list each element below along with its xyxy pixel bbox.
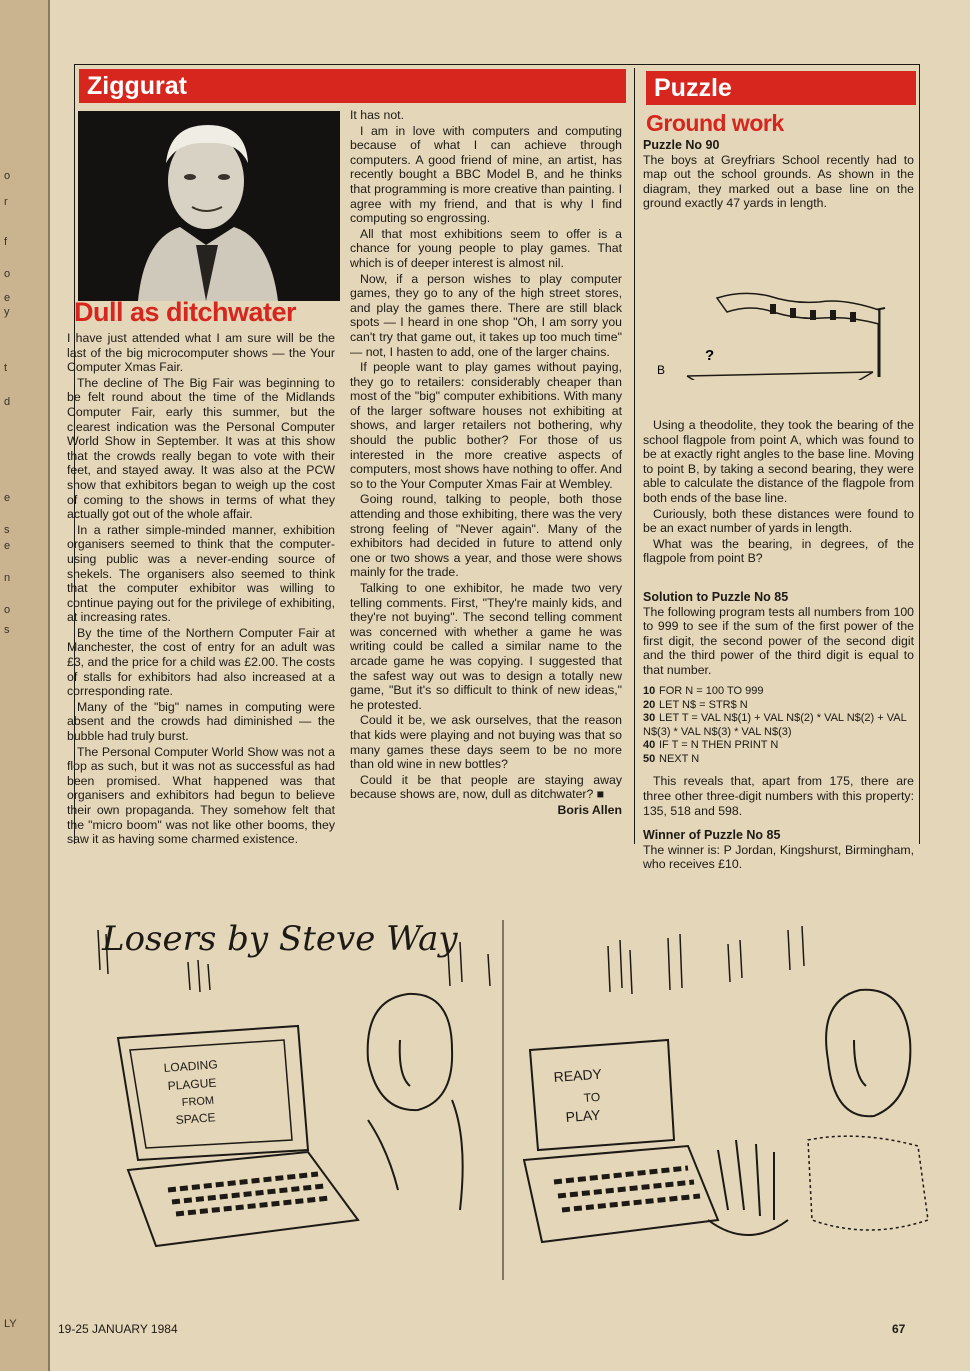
- gutter-fragment: d: [4, 396, 11, 408]
- program-line: 40 IF T = N THEN PRINT N: [643, 739, 779, 752]
- article-paragraph: Many of the "big" names in computing were absent and the crowds had diminished — the bubble had truly burst.: [67, 699, 335, 744]
- article-paragraph: Could it be, we ask ourselves, that the reason that kids were playing and not buying was that so many games these days seem to be no more than old wine in new bottles?: [350, 713, 622, 772]
- column-divider: [634, 68, 635, 844]
- article-paragraph: Talking to one exhibitor, he made two very telling comments. First, "They're mainly kids, and they're not buying". The second telling comment was concerned with whether a game he was writing could be called a similar name to the arcade game he was copying. I suggested that the safest way out was to design a totally new game, "But it's so difficult to think of new ideas," he protested.: [350, 581, 622, 712]
- gutter-fragment: y: [4, 306, 10, 318]
- article-paragraph: Could it be that people are staying away because shows are, now, dull as ditchwater? ■: [350, 772, 622, 802]
- puzzle-paragraph: Using a theodolite, they took the bearing of the school flagpole from point A, which was found to be at exactly right angles to the base line. Moving to point B, by taking a second bearing, they were able to calculate the distance of the flagpole from both ends of the base line.: [643, 417, 914, 505]
- puzzle-number: Puzzle No 90: [643, 138, 720, 152]
- gutter-fragment: o: [4, 604, 11, 616]
- gutter-fragment: e: [4, 492, 11, 504]
- cartoon-strip: [68, 890, 938, 1280]
- article-paragraph: I have just attended what I am sure will be the last of the big microcomputer shows — the Your Computer Xmas Fair.: [67, 331, 335, 375]
- article-headline: Dull as ditchwater: [74, 297, 297, 327]
- issue-date: 19-25 JANUARY 1984: [58, 1322, 178, 1336]
- article-paragraph: By the time of the Northern Computer Fair at Manchester, the cost of entry for an adult was £3, and the price for a child was £2.00. The costs of stalls for exhibitors had also increased at a corresponding rate.: [67, 625, 335, 699]
- right-screen-line: PLAY: [565, 1106, 601, 1125]
- puzzle-intro: The boys at Greyfriars School recently had to map out the school grounds. As shown in the diagram, they marked out a base line on the ground exactly 47 yards in length.: [643, 152, 914, 211]
- program-line: 20 LET N$ = STR$ N: [643, 698, 748, 711]
- puzzle-section-banner: Puzzle: [646, 71, 916, 105]
- left-screen-line: LOADING: [163, 1057, 219, 1075]
- diagram-unknown-angle: ?: [705, 346, 715, 364]
- gutter-fragment: n: [4, 572, 11, 584]
- left-screen-line: PLAGUE: [167, 1075, 217, 1093]
- diagram-point-b: B: [657, 362, 666, 377]
- article-paragraph: In a rather simple-minded manner, exhibition organisers seemed to think that the computer-using public was a never-ending source of shekels. The organisers also seemed to think that the computer exhibitor was willing to continue paying out for the privilege of exhibiting, at increasing rates.: [67, 522, 335, 625]
- article-paragraph: The Personal Computer World Show was not a flop as such, but it was not as successful as had been promised. What happened was that organisers and exhibitors had begun to believe their own propaganda. They somehow felt that the "micro boom" was not like other booms, they saw it as having some charmed existence.: [67, 744, 335, 847]
- gutter-footer-fragment: LY: [4, 1318, 17, 1330]
- gutter-fragment: e: [4, 292, 11, 304]
- binding-gutter: [0, 0, 50, 1371]
- article-column-1: [67, 331, 335, 848]
- solution-title: Solution to Puzzle No 85: [643, 589, 789, 604]
- gutter-fragment: o: [4, 268, 11, 280]
- article-paragraph: I am in love with computers and computing because of what I can achieve through computers. A good friend of mine, an artist, has recently bought a BBC Model B, and he thinks that programming is more creative than painting. I agree with my friend, and that is why I find computing so engrossing.: [350, 123, 622, 226]
- gutter-fragment: o: [4, 170, 11, 182]
- right-screen-line: TO: [583, 1089, 601, 1105]
- right-rule: [919, 64, 920, 844]
- gutter-fragment: r: [4, 196, 8, 208]
- gutter-fragment: t: [4, 362, 8, 374]
- solution-intro: The following program tests all numbers from 100 to 999 to see if the sum of the first power of the first digit, the second power of the second digit and the third power of the third digit is equal to that number.: [643, 604, 914, 677]
- article-paragraph: Now, if a person wishes to play computer games, they go to any of the high street stores, and play the games there. There are still black spots — I heard in one shop "Oh, I am sorry you can't try that game out, it takes up too much time" — not, I hasten to add, one of the larger chains.: [350, 271, 622, 359]
- gutter-fragment: s: [4, 624, 10, 636]
- article-paragraph: The decline of The Big Fair was beginning to be felt round about the time of the Midlands Computer Fair, early this summer, but the clearest indication was the Personal Computer World Show in September. It was at this show that the crowds really began to vote with their feet, and stayed away. It was also at the PCW show that exhibitors began to weigh up the cost of coming to the shows in terms of what they actually got out of the whole affair.: [67, 375, 335, 522]
- puzzle-question: What was the bearing, in degrees, of the flagpole from point B?: [643, 536, 914, 566]
- author-photo: [78, 111, 340, 301]
- ziggurat-section-banner: Ziggurat: [79, 69, 626, 103]
- cartoon-title: Losers by Steve Way: [102, 919, 458, 959]
- flagpole-diagram: [643, 212, 914, 380]
- magazine-page: [50, 0, 970, 1371]
- right-screen-line: READY: [553, 1065, 603, 1085]
- gutter-fragment: e: [4, 540, 11, 552]
- article-paragraph: All that most exhibitions seem to offer is a chance for young people to play games. That which is of deeper interest is almost nil.: [350, 226, 622, 270]
- article-paragraph: It has not.: [350, 108, 405, 122]
- article-column-2: [350, 108, 622, 818]
- basic-program: [643, 685, 914, 766]
- author-byline: Boris Allen: [557, 802, 622, 817]
- left-screen-line: SPACE: [175, 1110, 216, 1127]
- article-paragraph: Going round, talking to people, both those attending and those exhibiting, there was the very strong feeling of "Never again". Many of the exhibitors had decided in future to attend only one or two shows a year, and those were shows mainly for the trade.: [350, 492, 622, 580]
- program-line: 10 FOR N = 100 TO 999: [643, 685, 764, 698]
- article-paragraph: If people want to play games without paying, they go to retailers: considerably cheaper than most of the "big" computer exhibitions. With many of the larger software houses not exhibiting at shows, and larger retailers not bothering, why should the public bother? For those of us interested in the more creative aspects of computers, most shows have nothing to offer. And so to the Your Computer Xmas Fair at Wembley.: [350, 360, 622, 491]
- gutter-fragment: f: [4, 236, 8, 248]
- gutter-fragment: s: [4, 524, 10, 536]
- left-screen-line: FROM: [181, 1094, 215, 1109]
- puzzle-headline: Ground work: [646, 110, 784, 136]
- program-line: 30 LET T = VAL N$(1) + VAL N$(2) * VAL N$(2) + VAL N$(3) * VAL N$(3) * VAL N$(3): [643, 712, 907, 738]
- puzzle-paragraph: Curiously, both these distances were found to be an exact number of yards in length.: [643, 506, 914, 536]
- winner-title: Winner of Puzzle No 85: [643, 828, 781, 843]
- winner-text: The winner is: P Jordan, Kingshurst, Birmingham, who receives £10.: [643, 842, 914, 872]
- top-rule: [74, 64, 920, 65]
- page-number: 67: [892, 1322, 906, 1336]
- puzzle-column: [643, 138, 914, 873]
- solution-outro: This reveals that, apart from 175, there are three other three-digit numbers with this property: 135, 518 and 598.: [643, 774, 914, 818]
- program-line: 50 NEXT N: [643, 752, 700, 765]
